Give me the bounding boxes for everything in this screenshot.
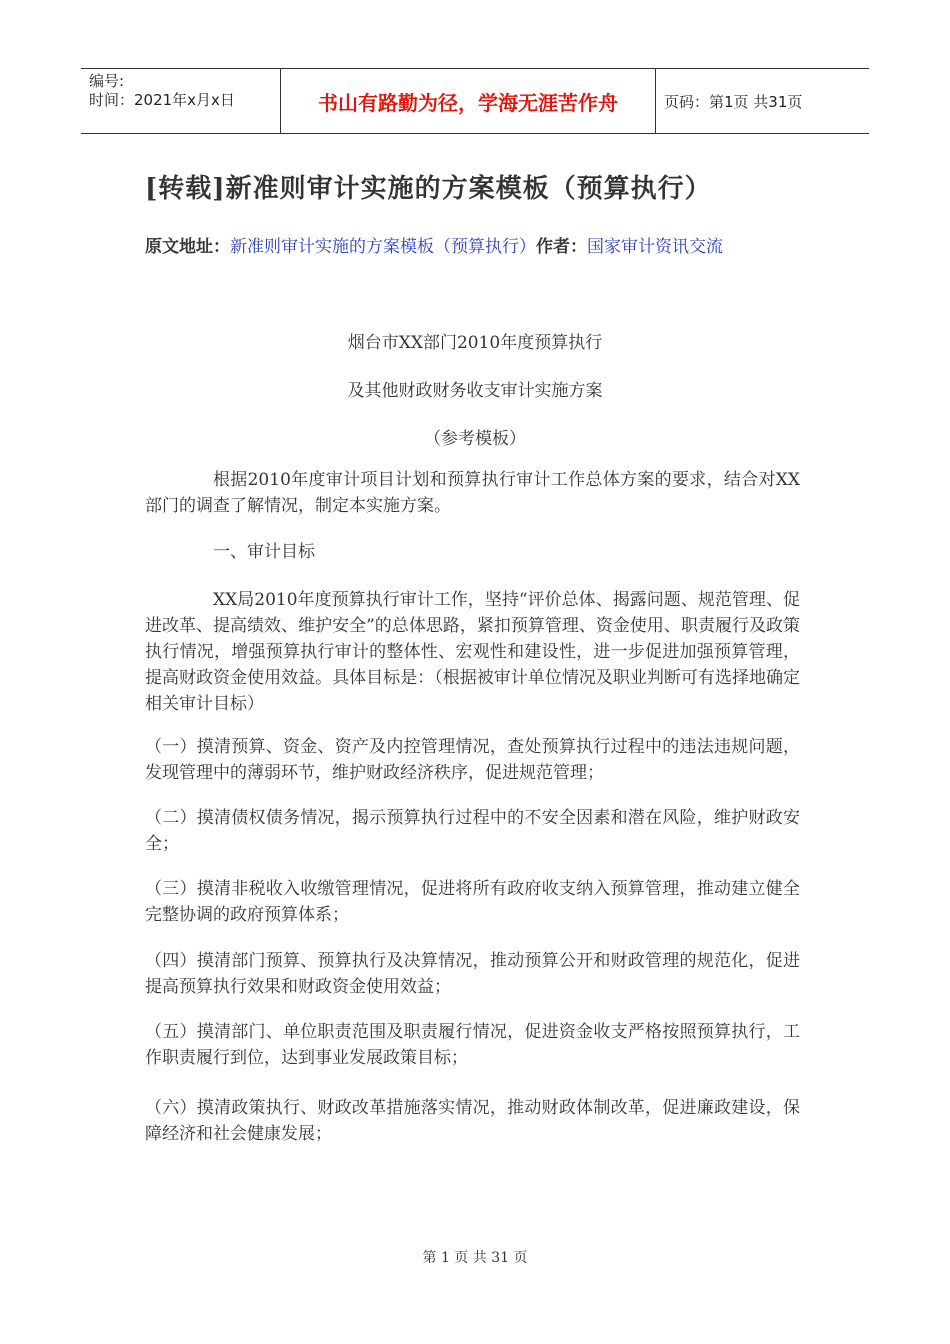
source-label: 原文地址： — [145, 237, 230, 257]
intro-paragraph: 根据2010年度审计项目计划和预算执行审计工作总体方案的要求，结合对XX部门的调查了解情况，制定本实施方案。 — [145, 470, 800, 516]
header-motto: 书山有路勤为径，学海无涯苦作舟 — [281, 69, 656, 133]
list-item-5: （五）摸清部门、单位职责范围及职责履行情况，促进资金收支严格按照预算执行，工作职责履行到位，达到事业发展政策目标； — [145, 1022, 800, 1068]
header-page-info: 页码：第1页 共31页 — [664, 92, 803, 111]
list-item-6: （六）摸清政策执行、财政改革措施落实情况，推动财政体制改革，促进廉政建设，保障经济和社会健康发展； — [145, 1098, 800, 1144]
list-item-4: （四）摸清部门预算、预算执行及决算情况，推动预算公开和财政管理的规范化，促进提高预算执行效果和财政资金使用效益； — [145, 951, 800, 997]
list-item-3: （三）摸清非税收入收缴管理情况，促进将所有政府收支纳入预算管理，推动建立健全完整协调的政府预算体系； — [145, 879, 800, 925]
number-label: 编号: — [89, 72, 125, 90]
list-item-2: （二）摸清债权债务情况，揭示预算执行过程中的不安全因素和潜在风险，维护财政安全； — [145, 808, 800, 854]
list-item-1: （一）摸清预算、资金、资产及内控管理情况，查处预算执行过程中的违法违规问题，发现管理中的薄弱环节，维护财政经济秩序，促进规范管理； — [145, 737, 800, 783]
source-line — [145, 232, 723, 257]
page-footer: 第 1 页 共 31 页 — [422, 1250, 528, 1266]
page-title: [转载]新准则审计实施的方案模板（预算执行） — [145, 174, 712, 204]
header-meta — [81, 69, 281, 133]
source-link[interactable]: 新准则审计实施的方案模板（预算执行） — [230, 237, 536, 257]
header-table — [81, 68, 869, 134]
doc-heading-line2: 及其他财政财务收支审计实施方案 — [347, 381, 603, 401]
author-label: 作者： — [536, 237, 587, 257]
doc-heading-line1: 烟台市XX部门2010年度预算执行 — [347, 333, 603, 353]
time-label: 时间：2021年x月x日 — [89, 91, 235, 109]
author-link[interactable]: 国家审计资讯交流 — [587, 237, 723, 257]
section1-title: 一、审计目标 — [213, 542, 315, 562]
section1-paragraph: XX局2010年度预算执行审计工作，坚持“评价总体、揭露问题、规范管理、促进改革、提高绩效、维护安全”的总体思路，紧扣预算管理、资金使用、职责履行及政策执行情况，增强预算执行审计的整体性、宏观性和建设性，进一步促进加强预算管理，提高财政资金使用效益。具体目标是：（根据被审计单位情况及职业判断可有选择地确定相关审计目标） — [145, 590, 800, 714]
doc-heading-line3: （参考模板） — [424, 429, 526, 449]
